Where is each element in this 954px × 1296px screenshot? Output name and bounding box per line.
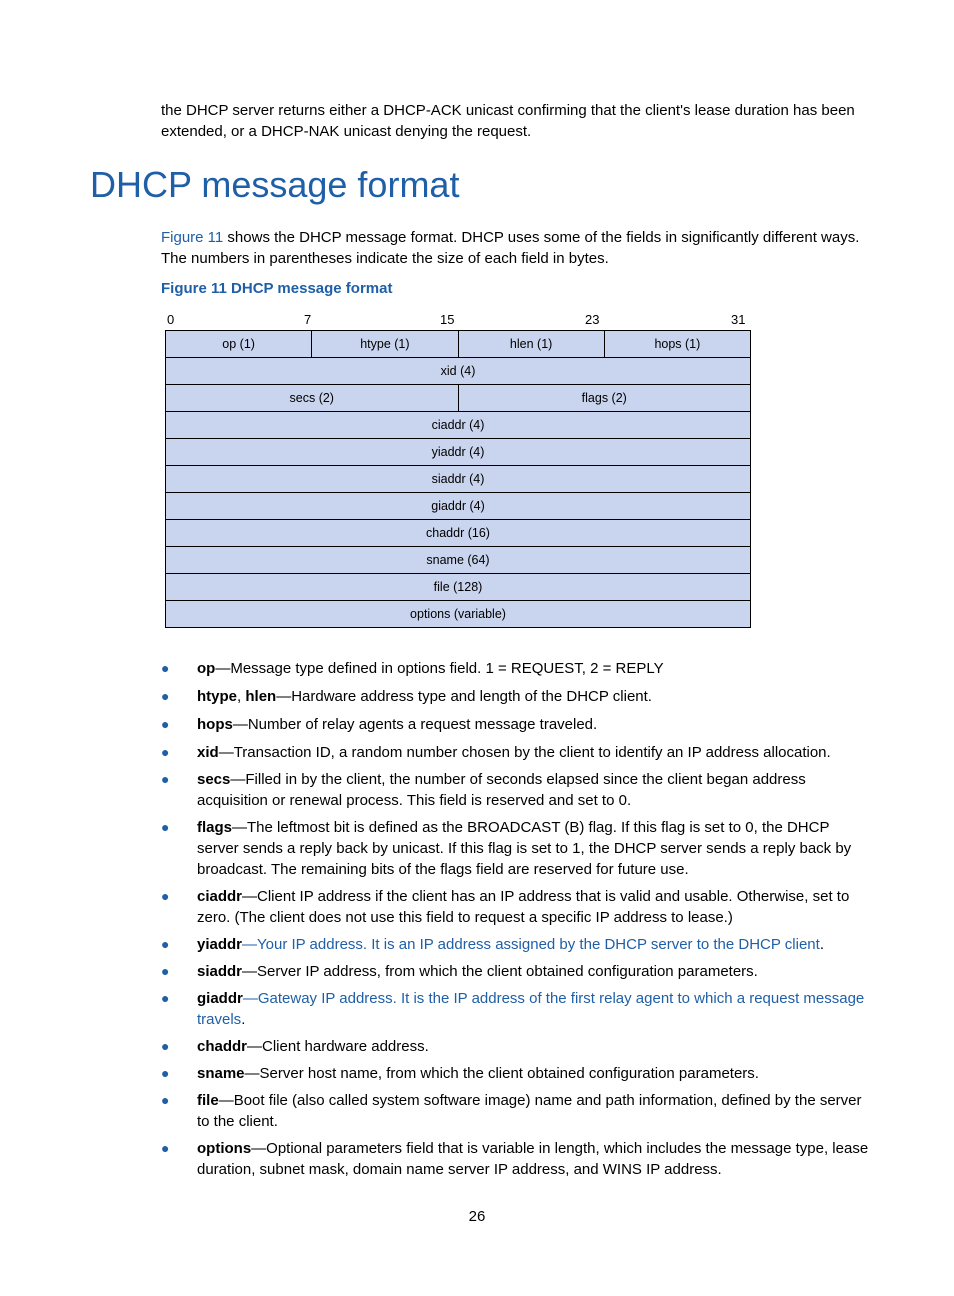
term-sname: sname bbox=[197, 1065, 245, 1082]
diagram-row bbox=[166, 601, 750, 628]
field-op: op (1) bbox=[166, 331, 312, 357]
term-htype: htype bbox=[197, 688, 238, 705]
term-chaddr: chaddr bbox=[197, 1038, 248, 1055]
diagram-row bbox=[166, 358, 750, 385]
bullet-icon: ● bbox=[161, 819, 170, 835]
term-secs: secs bbox=[197, 771, 231, 788]
list-item-secs bbox=[161, 769, 869, 811]
bit-number-23: 23 bbox=[585, 312, 600, 327]
list-item-flags bbox=[161, 817, 869, 880]
diagram-row bbox=[166, 574, 750, 601]
bullet-icon: ● bbox=[161, 660, 170, 676]
field-hops: hops (1) bbox=[605, 331, 750, 357]
bullet-icon: ● bbox=[161, 888, 170, 904]
field-sname: sname (64) bbox=[166, 547, 750, 573]
bullet-icon: ● bbox=[161, 936, 170, 952]
item-text: —The leftmost bit is defined as the BROADCAST (B) flag. If this flag is set to 0, the DHCP server sends a reply back by unicast. If this flag is set to 1, the DHCP server sends a reply back by broadcast. The remaining bits of the flags field are reserved for future use. bbox=[197, 819, 852, 878]
diagram-row bbox=[166, 439, 750, 466]
page-number: 26 bbox=[468, 1208, 486, 1225]
term-xid: xid bbox=[197, 744, 219, 761]
list-item-yiaddr bbox=[161, 934, 869, 955]
field-hlen: hlen (1) bbox=[459, 331, 605, 357]
list-item-siaddr bbox=[161, 961, 869, 982]
diagram-row bbox=[166, 466, 750, 493]
list-item-options bbox=[161, 1138, 869, 1180]
bullet-icon: ● bbox=[161, 688, 170, 704]
figure-caption: Figure 11 DHCP message format bbox=[161, 280, 393, 297]
term-hlen: hlen bbox=[245, 688, 277, 705]
list-item-chaddr bbox=[161, 1036, 869, 1057]
term-flags: flags bbox=[197, 819, 233, 836]
diagram-row bbox=[166, 385, 750, 412]
description-paragraph bbox=[161, 227, 869, 269]
term-ciaddr: ciaddr bbox=[197, 888, 243, 905]
intro-paragraph: the DHCP server returns either a DHCP-ACK unicast confirming that the client's lease duration has been extended, or a DHCP-NAK unicast denying the request. bbox=[161, 102, 855, 140]
field-xid: xid (4) bbox=[166, 358, 750, 384]
item-text: —Filled in by the client, the number of seconds elapsed since the client began address acquisition or renewal process. This field is reserved and set to 0. bbox=[197, 771, 806, 809]
item-text: —Server IP address, from which the client obtained configuration parameters. bbox=[242, 963, 758, 980]
bullet-icon: ● bbox=[161, 1038, 170, 1054]
bullet-icon: ● bbox=[161, 1140, 170, 1156]
bullet-icon: ● bbox=[161, 744, 170, 760]
term-separator: , bbox=[237, 688, 246, 705]
list-item-op bbox=[161, 658, 869, 679]
list-item-file bbox=[161, 1090, 869, 1132]
term-options: options bbox=[197, 1140, 252, 1157]
list-item-sname bbox=[161, 1063, 869, 1084]
item-text: —Number of relay agents a request message traveled. bbox=[232, 716, 598, 733]
item-text: —Client IP address if the client has an IP address that is valid and usable. Otherwise, set to zero. (The client does not use this field to request a specific IP address to lease.) bbox=[197, 888, 850, 926]
diagram-row bbox=[166, 331, 750, 358]
item-text: —Server host name, from which the client obtained configuration parameters. bbox=[244, 1065, 759, 1082]
item-text: —Message type defined in options field. 1 = REQUEST, 2 = REPLY bbox=[215, 660, 664, 677]
bit-number-15: 15 bbox=[440, 312, 455, 327]
dhcp-message-format-diagram bbox=[165, 330, 751, 628]
item-text: —Boot file (also called system software image) name and path information, defined by the server to the client. bbox=[197, 1092, 862, 1130]
list-item-ciaddr bbox=[161, 886, 869, 928]
field-file: file (128) bbox=[166, 574, 750, 600]
item-text: —Transaction ID, a random number chosen by the client to identify an IP address allocation. bbox=[218, 744, 831, 761]
field-secs: secs (2) bbox=[166, 385, 459, 411]
figure-link[interactable]: Figure 11 bbox=[161, 229, 224, 246]
list-item-giaddr bbox=[161, 988, 869, 1030]
field-giaddr: giaddr (4) bbox=[166, 493, 750, 519]
field-chaddr: chaddr (16) bbox=[166, 520, 750, 546]
list-item-htype-hlen bbox=[161, 686, 869, 707]
field-yiaddr: yiaddr (4) bbox=[166, 439, 750, 465]
bit-number-0: 0 bbox=[167, 312, 175, 327]
list-item-xid bbox=[161, 742, 869, 763]
item-text: —Your IP address. It is an IP address assigned by the DHCP server to the DHCP client bbox=[242, 936, 820, 953]
bullet-icon: ● bbox=[161, 963, 170, 979]
description-text: shows the DHCP message format. DHCP uses some of the fields in significantly different ways. The numbers in parentheses indicate the size of each field in bytes. bbox=[161, 229, 860, 267]
field-htype: htype (1) bbox=[312, 331, 458, 357]
bullet-icon: ● bbox=[161, 716, 170, 732]
diagram-row bbox=[166, 547, 750, 574]
item-tail: . bbox=[241, 1011, 246, 1028]
field-flags: flags (2) bbox=[459, 385, 751, 411]
diagram-row bbox=[166, 493, 750, 520]
list-item-hops bbox=[161, 714, 869, 735]
item-text: —Client hardware address. bbox=[247, 1038, 429, 1055]
bit-number-7: 7 bbox=[304, 312, 312, 327]
bullet-icon: ● bbox=[161, 771, 170, 787]
item-text: —Gateway IP address. It is the IP address of the first relay agent to which a request message travels bbox=[197, 990, 865, 1028]
field-ciaddr: ciaddr (4) bbox=[166, 412, 750, 438]
term-file: file bbox=[197, 1092, 219, 1109]
section-heading: DHCP message format bbox=[90, 164, 460, 205]
term-giaddr: giaddr bbox=[197, 990, 243, 1007]
bit-number-31: 31 bbox=[731, 312, 746, 327]
item-tail: . bbox=[819, 936, 824, 953]
item-text: —Hardware address type and length of the DHCP client. bbox=[276, 688, 652, 705]
field-siaddr: siaddr (4) bbox=[166, 466, 750, 492]
bullet-icon: ● bbox=[161, 1092, 170, 1108]
term-hops: hops bbox=[197, 716, 233, 733]
bullet-icon: ● bbox=[161, 1065, 170, 1081]
field-description-list bbox=[161, 658, 869, 1180]
diagram-row bbox=[166, 412, 750, 439]
diagram-row bbox=[166, 520, 750, 547]
item-text: —Optional parameters field that is variable in length, which includes the message type, lease duration, subnet mask, domain name server IP address, and WINS IP address. bbox=[197, 1140, 869, 1178]
field-options: options (variable) bbox=[166, 601, 750, 627]
term-op: op bbox=[197, 660, 216, 677]
term-siaddr: siaddr bbox=[197, 963, 243, 980]
bullet-icon: ● bbox=[161, 990, 170, 1006]
term-yiaddr: yiaddr bbox=[197, 936, 243, 953]
